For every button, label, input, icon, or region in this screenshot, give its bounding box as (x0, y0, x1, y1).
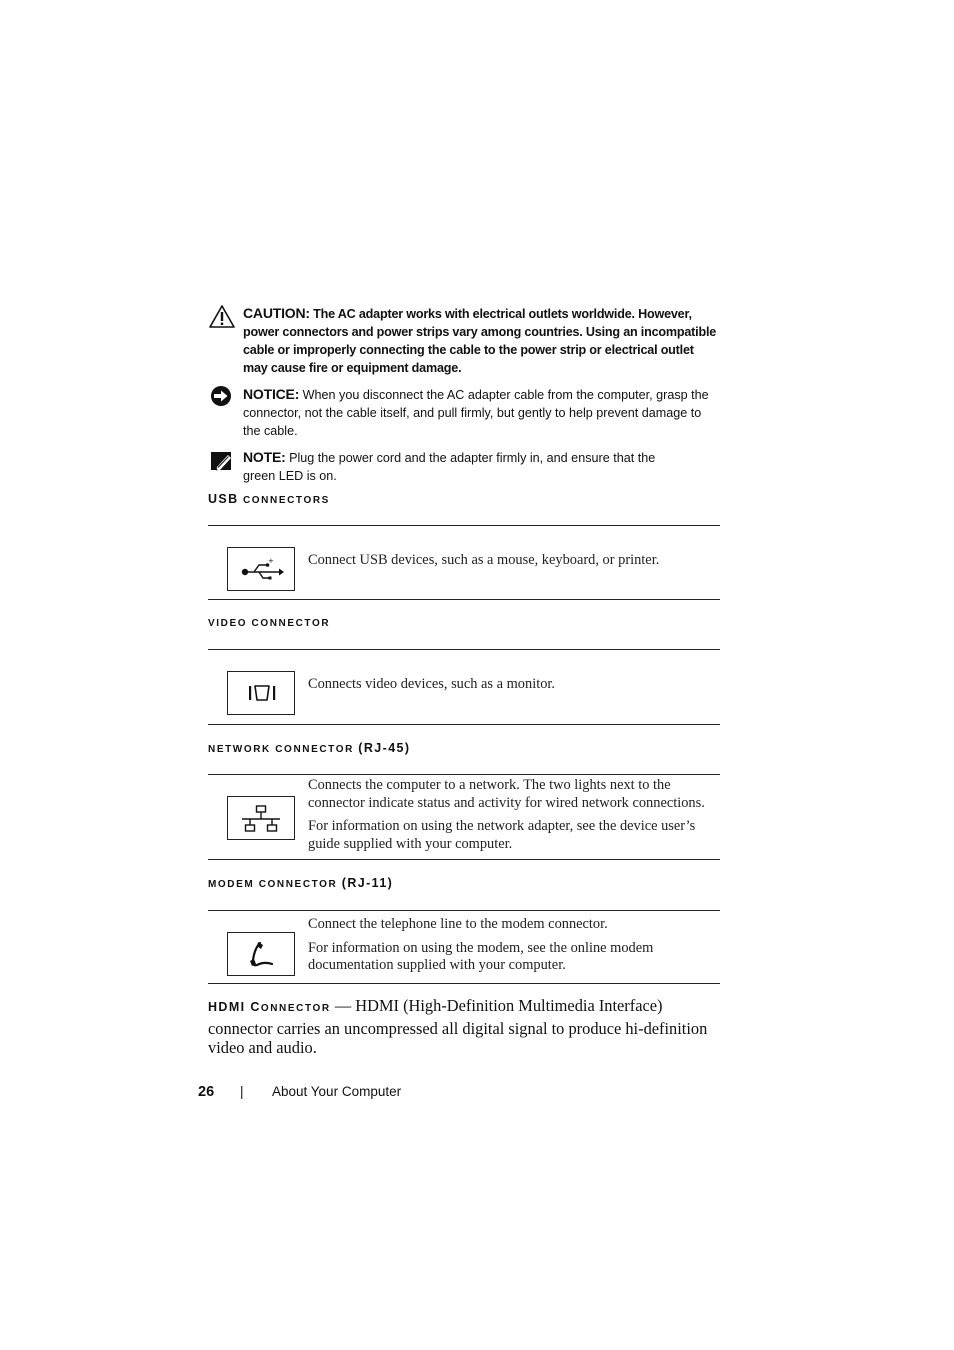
video-connector-icon (227, 671, 295, 715)
caution-label: CAUTION: (243, 305, 310, 321)
note-label: NOTE: (243, 449, 286, 465)
usb-heading (208, 492, 330, 506)
video-heading (208, 618, 330, 629)
hdmi-heading-b: ONNECTOR (260, 1003, 331, 1014)
usb-table-bottom-rule (208, 599, 720, 600)
hdmi-heading-a: HDMI C (208, 1000, 261, 1014)
notice-label: NOTICE: (243, 386, 300, 402)
hdmi-text: HDMI (High-Definition Multimedia Interface) connector carries an uncompressed all digital signal to produce hi-definition video and audio. (208, 996, 708, 1057)
network-paragraph: Connects the computer to a network. The two lights next to the connector indicate status and activity for wired network connections. (308, 777, 705, 811)
video-paragraph: Connects video devices, such as a monitor. (308, 676, 555, 692)
network-table-top-rule (208, 774, 720, 775)
video-heading-text: VIDEO CONNECTOR (208, 618, 331, 629)
video-table-top-rule (208, 649, 720, 650)
network-heading-rest: (RJ-45) (358, 741, 411, 755)
hdmi-dash: — (330, 996, 356, 1015)
network-heading-main: NETWORK CONNECTOR (208, 744, 354, 755)
note-text (243, 448, 683, 485)
note-pencil-icon (208, 448, 236, 474)
usb-heading-rest: CONNECTORS (242, 495, 330, 506)
notice-arrow-icon (208, 385, 236, 411)
note-admonition (208, 448, 720, 488)
network-description (308, 777, 720, 859)
caution-admonition (208, 304, 720, 380)
modem-paragraph: Connect the telephone line to the modem connector. (308, 916, 608, 932)
notice-text (243, 385, 720, 440)
network-icon (227, 796, 295, 840)
hdmi-heading (208, 1000, 331, 1014)
network-table-bottom-rule (208, 859, 720, 860)
usb-description (308, 552, 720, 576)
modem-heading-rest: (RJ-11) (341, 876, 394, 890)
notice-admonition (208, 385, 720, 441)
modem-heading-main: MODEM CONNECTOR (208, 879, 338, 890)
modem-heading (208, 876, 393, 890)
page-number: 26 (198, 1084, 215, 1100)
modem-paragraph: For information on using the modem, see the online modem documentation supplied with your computer. (308, 939, 654, 973)
svg-text:+: + (268, 557, 274, 565)
caution-body: The AC adapter works with electrical outlets worldwide. However, power connectors and power strips vary among countries. Using an incompatible cable or improperly connecting the cable to the power strip or electrical outlet may cause fire or equipment damage. (243, 307, 717, 375)
usb-icon (227, 547, 295, 591)
hdmi-paragraph (208, 996, 728, 1058)
video-table-bottom-rule (208, 724, 720, 725)
warning-triangle-icon (208, 304, 236, 330)
telephone-icon (227, 932, 295, 976)
usb-table-top-rule (208, 525, 720, 526)
caution-text (243, 304, 720, 377)
video-description (308, 676, 720, 700)
usb-heading-main: USB (208, 492, 239, 506)
usb-paragraph: Connect USB devices, such as a mouse, keyboard, or printer. (308, 552, 660, 568)
network-paragraph: For information on using the network adapter, see the device user’s guide supplied with your computer. (308, 818, 696, 852)
modem-table-bottom-rule (208, 983, 720, 984)
network-heading (208, 741, 410, 755)
footer-separator: | (240, 1084, 244, 1099)
modem-table-top-rule (208, 910, 720, 911)
modem-description (308, 916, 720, 981)
note-body: Plug the power cord and the adapter firmly in, and ensure that the green LED is on. (243, 451, 656, 483)
notice-body: When you disconnect the AC adapter cable from the computer, grasp the connector, not the cable itself, and pull firmly, but gently to help prevent damage to the cable. (243, 388, 709, 438)
footer-section-title: About Your Computer (272, 1084, 402, 1099)
